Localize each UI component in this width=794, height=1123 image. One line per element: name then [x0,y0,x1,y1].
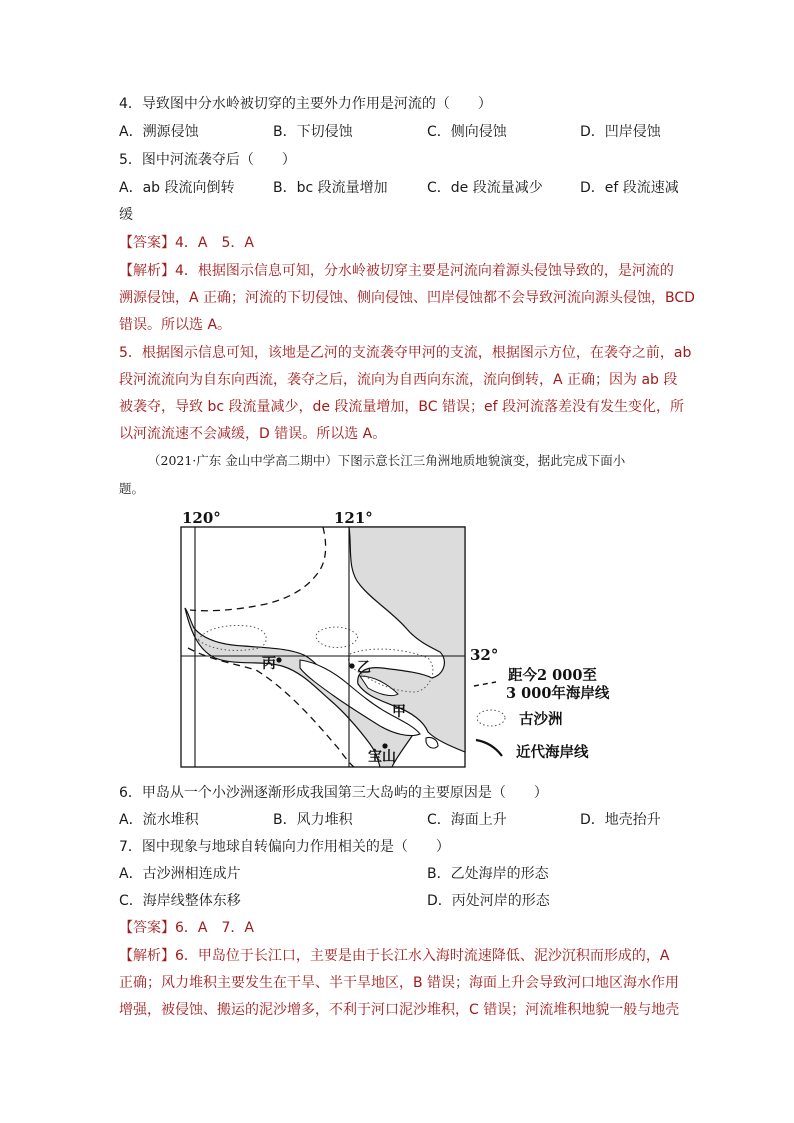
analysis-1-line-2: 溯源侵蚀，A 正确；河流的下切侵蚀、侧向侵蚀、凹岸侵蚀都不会导致河流向源头侵蚀，BCD [119,290,695,306]
analysis-text: 6．甲岛位于长江口，主要是由于长江水入海时流速降低、泥沙沉积而形成的，A [175,948,670,964]
bing-label: 丙 [262,656,276,672]
q4-stem: 4．导致图中分水岭被切穿的主要外力作用是河流的（ ） [119,96,492,112]
source-line-1: （2021·广东 金山中学高二期中）下图示意长江三角洲地质地貌演变，据此完成下面小 [148,453,626,468]
legend-modern-coast-label: 近代海岸线 [516,744,589,761]
legend-sandbar-icon [477,710,505,726]
q5-option-c: C．de 段流量减少 [427,180,543,196]
lon-120-label: 120° [182,509,221,527]
q5-option-a: A．ab 段流向倒转 [119,180,235,196]
analysis-1-line-4: 5．根据图示信息可知，该地是乙河的支流袭夺甲河的支流，根据图示方位，在袭夺之前，ab [119,345,692,361]
q6-stem: 6．甲岛从一个小沙洲逐渐形成我国第三大岛屿的主要原因是（ ） [119,785,548,801]
jia-label: 甲 [392,704,406,720]
q6-option-a: A．流水堆积 [119,812,199,828]
analysis-1-line-5: 段河流流向为自东向西流，袭夺之后，流向为自西向东流，流向倒转，A 正确；因为 ab 段 [119,372,678,388]
q7-option-d: D．丙处河岸的形态 [427,893,550,909]
q6-option-c: C．海面上升 [427,812,507,828]
analysis-2-line-1 [119,946,669,966]
q7-stem: 7．图中现象与地球自转偏向力作用相关的是（ ） [119,839,450,855]
q4-option-b: B．下切侵蚀 [273,124,353,140]
legend-old-coast-2: 3 000年海岸线 [506,685,610,702]
q7-option-b: B．乙处海岸的形态 [427,866,549,882]
legend-modern-coast-icon [476,740,502,756]
lat-32-label: 32° [470,646,499,664]
answer-text: 6．A 7．A [175,920,254,936]
q4-option-d: D．凹岸侵蚀 [580,124,661,140]
lon-121-label: 121° [334,509,373,527]
analysis-2-line-2: 正确；风力堆积主要发生在干旱、半干旱地区，B 错误；海面上升会导致河口地区海水作用 [119,975,680,991]
analysis-text: 4．根据图示信息可知，分水岭被切穿主要是河流向着源头侵蚀导致的，是河流的 [175,263,674,279]
bing-point [276,657,281,662]
baoshan-point [382,743,387,748]
answer-text: 4．A 5．A [175,235,254,251]
yi-label: 乙 [357,660,371,676]
q6-option-d: D．地壳抬升 [580,812,661,828]
analysis-1-line-6: 被袭夺，导致 bc 段流量减少，de 段流量增加，BC 错误；ef 段河流落差没有发生变化，所 [119,399,685,415]
analysis-2-line-3: 增强，被侵蚀、搬运的泥沙增多，不利于河口泥沙堆积，C 错误；河流堆积地貌一般与地壳 [119,1002,680,1018]
analysis-label: 【解析】 [119,263,175,279]
q6-option-b: B．风力堆积 [273,812,353,828]
q4-option-c: C．侧向侵蚀 [427,124,507,140]
baoshan-label: 宝山 [368,749,396,765]
answer-2 [119,918,254,938]
analysis-label: 【解析】 [119,948,175,964]
q5-stem: 5．图中河流袭夺后（ ） [119,152,296,168]
q5-option-d: D．ef 段流速减 [580,180,679,196]
answer-label: 【答案】 [119,235,175,251]
analysis-1-line-3: 错误。所以选 A。 [119,317,232,333]
q4-option-a: A．溯源侵蚀 [119,124,199,140]
source-line-2: 题。 [119,481,145,496]
q5-option-b: B．bc 段流量增加 [273,180,388,196]
legend-old-coast-1: 距今2 000至 [508,667,597,684]
legend-dash-line [474,682,496,686]
legend-sandbar-label: 古沙洲 [519,711,563,728]
analysis-1-line-7: 以河流流速不会减缓，D 错误。所以选 A。 [119,426,387,442]
q5-option-d-wrap: 缓 [119,207,133,223]
q7-option-a: A．古沙洲相连成片 [119,866,241,882]
answer-label: 【答案】 [119,920,175,936]
yi-point [349,663,354,668]
q7-option-c: C．海岸线整体东移 [119,893,241,909]
